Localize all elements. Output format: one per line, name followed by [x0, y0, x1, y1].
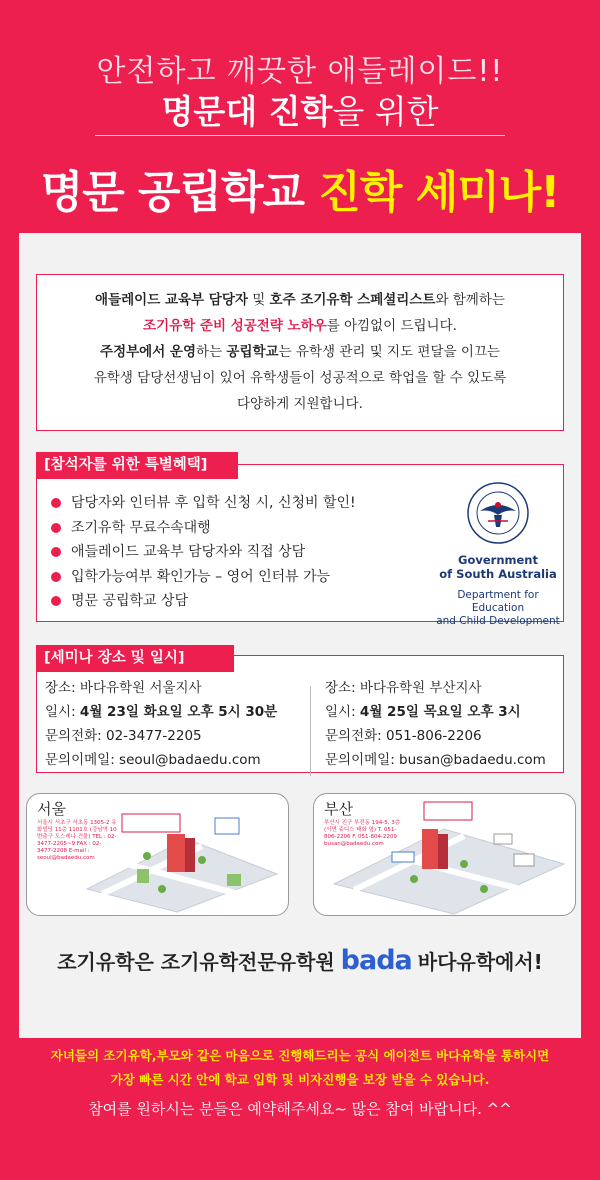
seoul-map-illustration — [27, 794, 290, 917]
intro-l2-a: 조기유학 준비 성공전략 노하우 — [143, 318, 327, 334]
intro-line-2 — [37, 313, 563, 339]
benefit-text: 애들레이드 교육부 담당자와 직접 상담 — [71, 544, 306, 561]
seoul-email[interactable]: 문의이메일: seoul@badaedu.com — [45, 752, 261, 768]
slogan-text-a: 조기유학은 조기유학전문유학원 — [57, 949, 335, 974]
busan-map — [313, 793, 576, 916]
schedule-divider — [310, 686, 311, 776]
bullet-icon — [51, 572, 61, 582]
gov-name-2: of South Australia — [439, 567, 557, 581]
list-item — [51, 540, 356, 565]
footer-line-2: 가장 빠른 시간 안에 학교 입학 및 비자진행을 보장 받을 수 있습니다. — [110, 1072, 490, 1087]
busan-date — [325, 700, 546, 724]
seoul-phone[interactable]: 문의전화: 02-3477-2205 — [45, 728, 202, 744]
bada-logo — [341, 945, 412, 976]
headline-2-rest: 을 위한 — [332, 92, 439, 131]
bullet-icon — [51, 523, 61, 533]
gov-dept-1: Department for Education — [457, 589, 539, 614]
bada-logo-text: bada — [340, 944, 412, 976]
bullet-icon — [51, 547, 61, 557]
footer-notice — [0, 1044, 600, 1092]
busan-phone[interactable]: 문의전화: 051-806-2206 — [325, 728, 482, 744]
seoul-date-value: 4월 23일 화요일 오후 5시 30분 — [79, 704, 278, 720]
seoul-place: 장소: 바다유학원 서울지사 — [45, 680, 202, 696]
gov-department — [433, 589, 563, 628]
bullet-icon — [51, 596, 61, 606]
benefit-text: 담당자와 인터뷰 후 입학 신청 시, 신청비 할인! — [71, 495, 356, 512]
headline-2 — [0, 86, 600, 133]
headline-3 — [0, 156, 600, 220]
intro-l2-b: 를 아낌없이 드립니다. — [326, 318, 457, 334]
benefit-text: 명문 공립학교 상담 — [71, 593, 189, 610]
busan-map-address: 부산시 진구 부전동 194-5, 3층 (서면 쥬디스 태화 옆) T. 051-806-2206 F. 051-804-2209 busan@badaedu.com — [324, 820, 401, 847]
busan-map-title: 부산 — [324, 800, 353, 818]
seoul-date-label: 일시: — [45, 704, 80, 720]
list-item — [51, 491, 356, 516]
headline-2-bold: 명문대 진학 — [161, 92, 333, 131]
intro-line-5: 다양하게 지원합니다. — [237, 396, 363, 412]
slogan-text-b: 바다유학에서! — [417, 949, 543, 974]
benefit-list — [51, 491, 356, 614]
building-icon — [422, 829, 438, 869]
intro-line-3 — [37, 339, 563, 365]
headline-3-white: 명문 공립학교 — [40, 167, 319, 218]
seoul-date — [45, 700, 277, 724]
slogan — [19, 935, 581, 985]
intro-line-1 — [37, 287, 563, 313]
intro-l3-a: 주정부에서 운영 — [100, 344, 197, 360]
bullet-icon — [51, 498, 61, 508]
benefit-text: 입학가능여부 확인가능 – 영어 인터뷰 가능 — [71, 568, 331, 585]
busan-date-value: 4월 25일 목요일 오후 3시 — [359, 704, 521, 720]
benefit-text: 조기유학 무료수속대행 — [71, 519, 211, 536]
seoul-map — [26, 793, 289, 916]
list-item — [51, 565, 356, 590]
list-item — [51, 589, 356, 614]
busan-email[interactable]: 문의이메일: busan@badaedu.com — [325, 752, 546, 768]
busan-schedule — [325, 676, 546, 772]
footer-line-1: 자녀들의 조기유학,부모와 같은 마음으로 진행해드리는 공식 에이전트 바다유학을 통하시면 — [50, 1048, 550, 1063]
intro-line-4: 유학생 담당선생님이 있어 유학생들이 성공적으로 학업을 할 수 있도록 — [93, 370, 507, 386]
seoul-map-address: 서울시 서초구 서초동 1305-2 유화빌딩 11층 1101호 (강남역 10번출구 도스레나 건물) TEL : 02-3477-2205~9 FAX : 02-3477-2208 E-mail : seoul@badaedu.com — [37, 820, 117, 861]
intro-box — [36, 274, 564, 431]
intro-l3-b: 하는 — [196, 344, 227, 360]
busan-map-illustration — [314, 794, 577, 917]
busan-date-label: 일시: — [325, 704, 360, 720]
list-item — [51, 516, 356, 541]
gov-name — [433, 553, 563, 581]
schedule-tag: [세미나 장소 및 일시] — [36, 645, 234, 672]
building-icon — [167, 834, 185, 872]
benefits-tag: [참석자를 위한 특별혜택] — [36, 452, 238, 479]
headline-3-yellow: 진학 세미나! — [318, 167, 560, 218]
intro-l1-b: 및 — [247, 292, 270, 308]
benefits-box — [36, 464, 564, 627]
gov-dept-2: and Child Development — [436, 615, 560, 627]
headline-1: 안전하고 깨끗한 애들레이드!! — [96, 54, 504, 89]
intro-l3-d: 는 유학생 관리 및 지도 편달을 이끄는 — [278, 344, 500, 360]
header-divider — [95, 135, 505, 136]
footer-cta: 참여를 원하시는 분들은 예약해주세요~ 많은 참여 바랍니다. ^^ — [88, 1100, 512, 1118]
intro-l1-c: 호주 조기유학 스페셜리스트 — [269, 292, 436, 308]
busan-place: 장소: 바다유학원 부산지사 — [325, 680, 482, 696]
intro-l1-a: 애들레이드 교육부 담당자 — [95, 292, 248, 308]
seoul-map-title: 서울 — [37, 800, 66, 818]
intro-l1-d: 와 함께하는 — [435, 292, 505, 308]
piping-shrike-emblem-icon — [466, 481, 530, 545]
gov-name-1: Government — [458, 553, 538, 567]
intro-l3-c: 공립학교 — [226, 344, 279, 360]
government-logo — [433, 481, 563, 628]
seoul-schedule — [45, 676, 277, 772]
schedule-box — [36, 655, 564, 773]
header — [0, 0, 600, 230]
